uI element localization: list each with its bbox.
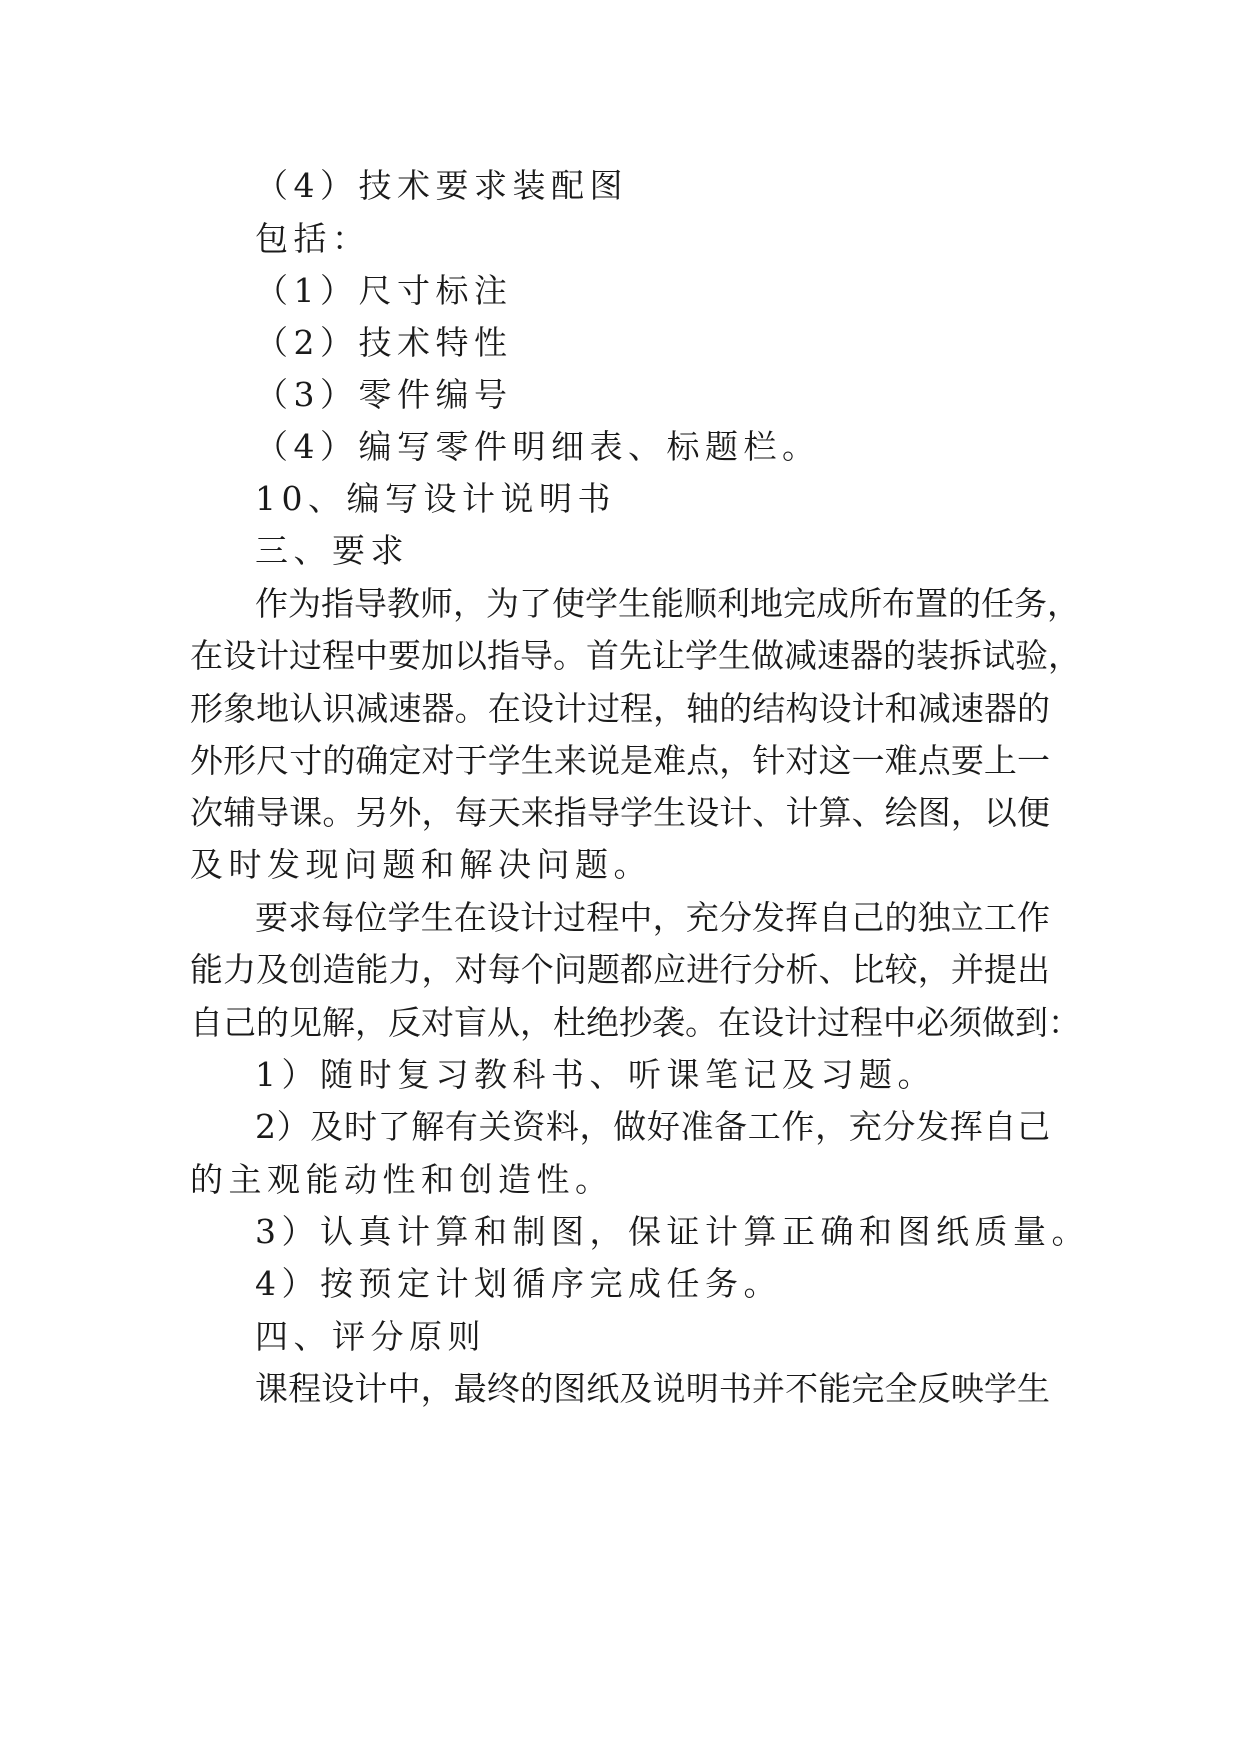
text-line: （1）尺寸标注 — [255, 271, 513, 310]
text-line: （4）技术要求装配图 — [255, 166, 628, 205]
text-line: 1）随时复习教科书、听课笔记及习题。 — [255, 1055, 936, 1094]
text-line: 形象地认识减速器。在设计过程，轴的结构设计和减速器的 — [190, 689, 1050, 728]
section-heading: 三、要求 — [255, 531, 409, 570]
text-line: 课程设计中，最终的图纸及说明书并不能完全反映学生 — [255, 1369, 1050, 1408]
text-line: 自己的见解，反对盲从，杜绝抄袭。在设计过程中必须做到： — [190, 1003, 1081, 1042]
text-line: 次辅导课。另外，每天来指导学生设计、计算、绘图，以便 — [190, 793, 1050, 832]
text-line: 在设计过程中要加以指导。首先让学生做减速器的装拆试验， — [190, 636, 1081, 675]
text-line: 作为指导教师，为了使学生能顺利地完成所布置的任务， — [255, 584, 1080, 623]
text-line: 的主观能动性和创造性。 — [190, 1160, 614, 1199]
section-heading: 四、评分原则 — [255, 1317, 486, 1356]
text-line: 外形尺寸的确定对于学生来说是难点，针对这一难点要上一 — [190, 741, 1050, 780]
text-line: 2）及时了解有关资料，做好准备工作，充分发挥自己 — [255, 1107, 1050, 1146]
text-line: 包括： — [255, 219, 371, 258]
text-line: 要求每位学生在设计过程中，充分发挥自己的独立工作 — [255, 898, 1050, 937]
text-line: 3）认真计算和制图，保证计算正确和图纸质量。 — [255, 1212, 1090, 1251]
text-line: 4）按预定计划循序完成任务。 — [255, 1264, 782, 1303]
text-line: 10、编写设计说明书 — [255, 479, 616, 518]
text-line: 能力及创造能力，对每个问题都应进行分析、比较，并提出 — [190, 950, 1050, 989]
text-line: （3）零件编号 — [255, 375, 513, 414]
text-line: 及时发现问题和解决问题。 — [190, 845, 652, 884]
text-line: （2）技术特性 — [255, 323, 513, 362]
text-line: （4）编写零件明细表、标题栏。 — [255, 427, 821, 466]
